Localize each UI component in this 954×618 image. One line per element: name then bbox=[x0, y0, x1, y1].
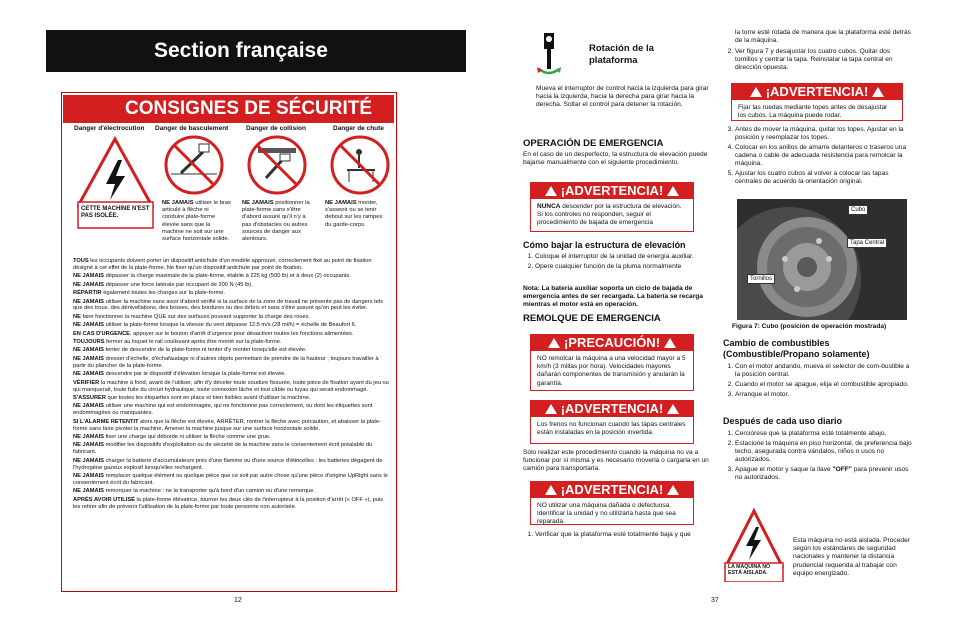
caution-box: ¡PRECAUCIÓN! NO remolcar la máquina a una velocidad mayor a 5 km/h (3 millas por hora). Velocidades mayores dañarán componentes de transmisión y anularán la garantía. bbox=[530, 334, 694, 391]
safety-rule: NE JAMAIS dépasser la charge maximale de la plate-forme, établie à 225 kg (500 lb) et à deux (2) occupants. bbox=[73, 273, 351, 280]
fall-hazard-icon bbox=[329, 134, 392, 202]
safety-rule: NE JAMAIS utiliser la machine sans avoir d'abord vérifié si la surface de la zone de travail ne présente pas de dangers tels que des trous, des dénivellations, des bosses, des bordures ou des débris et sans s'être assuré qu'on peut les éviter. bbox=[73, 298, 383, 312]
high-voltage-label: LA MÁQUINA NO ESTÁ AISLADA. bbox=[728, 564, 770, 576]
warning-box-4: ¡ADVERTENCIA! Fijar las ruedas mediante topes antes de desajustar los cubos. La máquina puede rodar. bbox=[731, 83, 903, 121]
rotation-body: Mueva el interruptor de control hacia la izquierda para girar hacia la izquierda, hacia la derecha para girar hacia la derecha. Soltar el control para detener la rotación. bbox=[536, 85, 709, 109]
tow-steps-3-5: 3. Antes de mover la máquina, quitar los topes. Ajustar en la posición y reemplazar los topes. 4. Colocar en los anillos de amarre delanteros o traseros una cadena o cable de adecuada resistencia para remolcar la máquina. 5. Ajustar los cuatro cubos al volver a colocar las tapas centrales de acuerdo la orientación original. bbox=[723, 126, 913, 188]
safety-rule: NE JAMAIS dresser d'échelle, d'échafaudage ni d'autres objets permettant de prendre de la hauteur ; toujours travailler à partir du plancher de la plate-forme. bbox=[73, 355, 379, 369]
after-title: Después de cada uso diario bbox=[723, 416, 843, 426]
safety-rule: NE JAMAIS modifier les dispositifs d'exploitation ou de sécurité de la machine sans le consentement écrit préalable du fabricant. bbox=[73, 442, 373, 456]
safety-rule: NE JAMAIS tenter de descendre de la plate-forme ni tenter d'y monter lorsqu'elle est élevée. bbox=[73, 347, 307, 354]
page-number-right: 37 bbox=[711, 597, 719, 604]
caption-collision: NE JAMAIS positionner la plate-forme sans s'être d'abord assuré qu'il n'y a pas d'obstacles ou autres sources de danger aux alentours. bbox=[242, 200, 310, 243]
safety-rule: NE JAMAIS descendre par le dispositif d'élévation lorsque la plate-forme est élevée. bbox=[73, 371, 286, 378]
safety-rule: NE JAMAIS utiliser une machine qui est endommagée, qui ne fonctionne pas correctement, ou dont les étiquettes sont endommagées ou manquantes. bbox=[73, 403, 373, 417]
caption-fall: NE JAMAIS monter, s'asseoir ou se tenir debout sur les rampes du garde-corps. bbox=[325, 200, 383, 228]
safety-rule: NE JAMAIS utiliser la plate-forme lorsque la vitesse du vent dépasse 12,5 m/s (28 mi/h) = échelle de Beaufort 6. bbox=[73, 322, 357, 329]
safety-rules bbox=[73, 258, 391, 512]
safety-rule: NE JAMAIS charger la batterie d'accumulateurs près d'une flamme ou d'une source d'étincelles : les batteries dégagent de l'hydrogène gazeux explosif lorsqu'elles rechargent. bbox=[73, 457, 383, 471]
lower-steps: 1. Coloque el interruptor de la unidad de energía auxiliar. 2. Opere cualquier función de la pluma normalmente bbox=[523, 253, 713, 272]
safety-rule: S'ASSURER que toutes les étiquettes sont en place et bien lisibles avant d'utiliser la machine. bbox=[73, 394, 311, 401]
emergency-body: En el caso de un desperfecto, la estructura de elevación puede bajarse manualmente con el siguiente procedimiento. bbox=[523, 151, 708, 167]
label-cubo: Cubo bbox=[848, 205, 868, 215]
warning-box-3: ¡ADVERTENCIA! NO utilizar una máquina dañada o defectuosa. Identificar la unidad y no utilizarla hasta que sea reparada. bbox=[530, 481, 694, 525]
safety-rule: NE JAMAIS remorquer la machine : ne la transporter qu'à bord d'un camion ou d'une remorque. bbox=[73, 488, 315, 495]
safety-rule: NE JAMAIS remplacer quelque élément ou quelque pièce que ce soit par autre chose qu'une pièce d'origine UpRight sans le consentement écrit du fabricant. bbox=[73, 472, 388, 486]
safety-rule: TOUJOURS fermer au loquet le rail coulissant après être monté sur la plate-forme. bbox=[73, 339, 282, 346]
collision-hazard-icon bbox=[246, 134, 309, 202]
rotation-icon bbox=[536, 31, 562, 84]
electric-notice: Esta máquina no está aislada. Proceder según los estándares de seguridad nacionales y mantener la distancia prudencial requerida al trabajar con equipo energizado. bbox=[793, 537, 910, 577]
electrocution-label: CETTE MACHINE N'EST PAS ISOLÉE. bbox=[81, 206, 150, 219]
safety-rule: EN CAS D'URGENCE, appuyer sur le bouton d'arrêt d'urgence pour désactiver toutes les fonctions alimentées. bbox=[73, 330, 354, 337]
fuel-steps: 1. Con el motor andando, mueva el selector de com-bustible a la posición central. 2. Cuando el motor se apague, elija el combustible apropiado. 3. Arranque el motor. bbox=[723, 363, 913, 400]
warning-header: ¡ADVERTENCIA! bbox=[531, 183, 693, 199]
safety-rule: NE JAMAIS dépasser une force latérale par occupant de 200 N (45 lb). bbox=[73, 281, 253, 288]
tip-hazard-icon bbox=[163, 134, 226, 202]
safety-rule: RÉPARTIR également toutes les charges sur la plate-forme. bbox=[73, 290, 225, 297]
tow-title: REMOLQUE DE EMERGENCIA bbox=[523, 313, 661, 324]
safety-rule: SI L'ALARME RETENTIT alors que la flèche est élevée, ARRÊTER, rentrer la flèche avec précaution, et abaisser la plate-forme sans faire pivoter la machine. Amener la machine jusque sur une surface horizontale solide. bbox=[73, 418, 381, 432]
tow-step-2: 2. Ver figura 7 y desajustar los cuatro cubos. Quitar dos tornillos y centrar la tapa. Reinstalar la tapa central en dirección opuesta. bbox=[723, 48, 913, 74]
page-number-left: 12 bbox=[234, 597, 242, 604]
safety-title: CONSIGNES DE SÉCURITÉ bbox=[63, 95, 394, 123]
danger-header-tip: Danger de basculement bbox=[155, 125, 229, 132]
warning-box-1: ¡ADVERTENCIA! NUNCA descender por la estructura de elevación. Si los controles no responden, seguir el procedimiento de bajada de emergencia bbox=[530, 182, 694, 232]
caution-header: ¡PRECAUCIÓN! bbox=[531, 335, 693, 351]
label-tornillos: Tornillos bbox=[747, 274, 775, 284]
label-tapa: Tapa Central bbox=[847, 238, 887, 248]
safety-rule: TOUS les occupants doivent porter un dispositif antichute d'un modèle approuvé, correctement fixé au point de fixation désigné à cet effet de la plate-forme. Ne fixer qu'un dispositif antichute par point de fixation. bbox=[73, 258, 372, 271]
danger-header-fall: Danger de chute bbox=[333, 125, 384, 132]
after-steps: 1. Cerciórese que la plataforma esté totalmente abajo. 2. Estacione la máquina en piso horizontal, de preferencia bajo techo, asegurada contra vándalos, niños o usos no autorizados. 3. Apague el motor y saque la llave "OFF" para prevenir usos no autorizados. bbox=[723, 430, 913, 484]
safety-rule: NE faire fonctionner la machine QUE sur des surfaces pouvant supporter la charge des roues. bbox=[73, 313, 311, 320]
rotation-title: Rotación de la plataforma bbox=[589, 43, 654, 66]
tow-body: Sólo realizar este procedimiento cuando la máquina no va a funcionar por sí misma y es necesario moverla o cargarla en un camión para transportarla. bbox=[523, 449, 709, 473]
warning-box-2: ¡ADVERTENCIA! Los frenos no funcionan cuando las tapas centrales están instaladas en la posición invertida. bbox=[530, 400, 694, 444]
hub-figure bbox=[737, 199, 907, 320]
danger-header-collision: Danger de collision bbox=[246, 125, 306, 132]
safety-rule: VÉRIFIER la machine à fond, avant de l'utiliser, afin d'y déceler toute soudure fissurée, toute pièce de fixation ayant du jeu ou qui manquerait, toute fuite du circuit hydraulique, toute connexion lâche et tout câble ou tuyau qui serait endommagé. bbox=[73, 379, 389, 393]
danger-header-electrocution: Danger d'électrocution bbox=[74, 125, 145, 132]
emergency-title: OPERACIÓN DE EMERGENCIA bbox=[523, 138, 664, 149]
tow-step-1-cont: la torre esté rotada de manera que la plataforma esté detrás de la máquina. bbox=[735, 29, 911, 45]
page-banner: Section française bbox=[46, 30, 466, 72]
battery-note: Nota: La batería auxiliar soporta un ciclo de bajada de emergencia antes de ser recargada. La batería se recarga mientras el motor está en operación. bbox=[523, 285, 703, 309]
fuel-title: Cambio de combustibles (Combustible/Propano solamente) bbox=[723, 338, 870, 359]
wheel-hub-image bbox=[737, 199, 907, 320]
safety-rule: APRÈS AVOIR UTILISÉ la plate-forme élévatrice, tourner les deux clés de l'interrupteur à la position d'arrêt (« OFF »), puis les retirer afin de prévenir l'utilisation de la plate-forme par toute personne non autorisée. bbox=[73, 496, 384, 510]
figure-caption: Figura 7: Cubo (posición de operación mostrada) bbox=[732, 323, 887, 330]
caption-tip: NE JAMAIS utiliser le bras articulé à flèche ni conduire plate-forme élevée sans que la machine ne soit sur une surface horizontale solide. bbox=[162, 200, 231, 243]
safety-rule: NE JAMAIS fixer une charge qui déborde ni utiliser la flèche comme une grue. bbox=[73, 433, 271, 440]
lower-title: Cómo bajar la estructura de elevación bbox=[523, 240, 686, 250]
tow-step-1: 1. Verificar que la plataforma esté totalmente baja y que bbox=[523, 531, 718, 541]
